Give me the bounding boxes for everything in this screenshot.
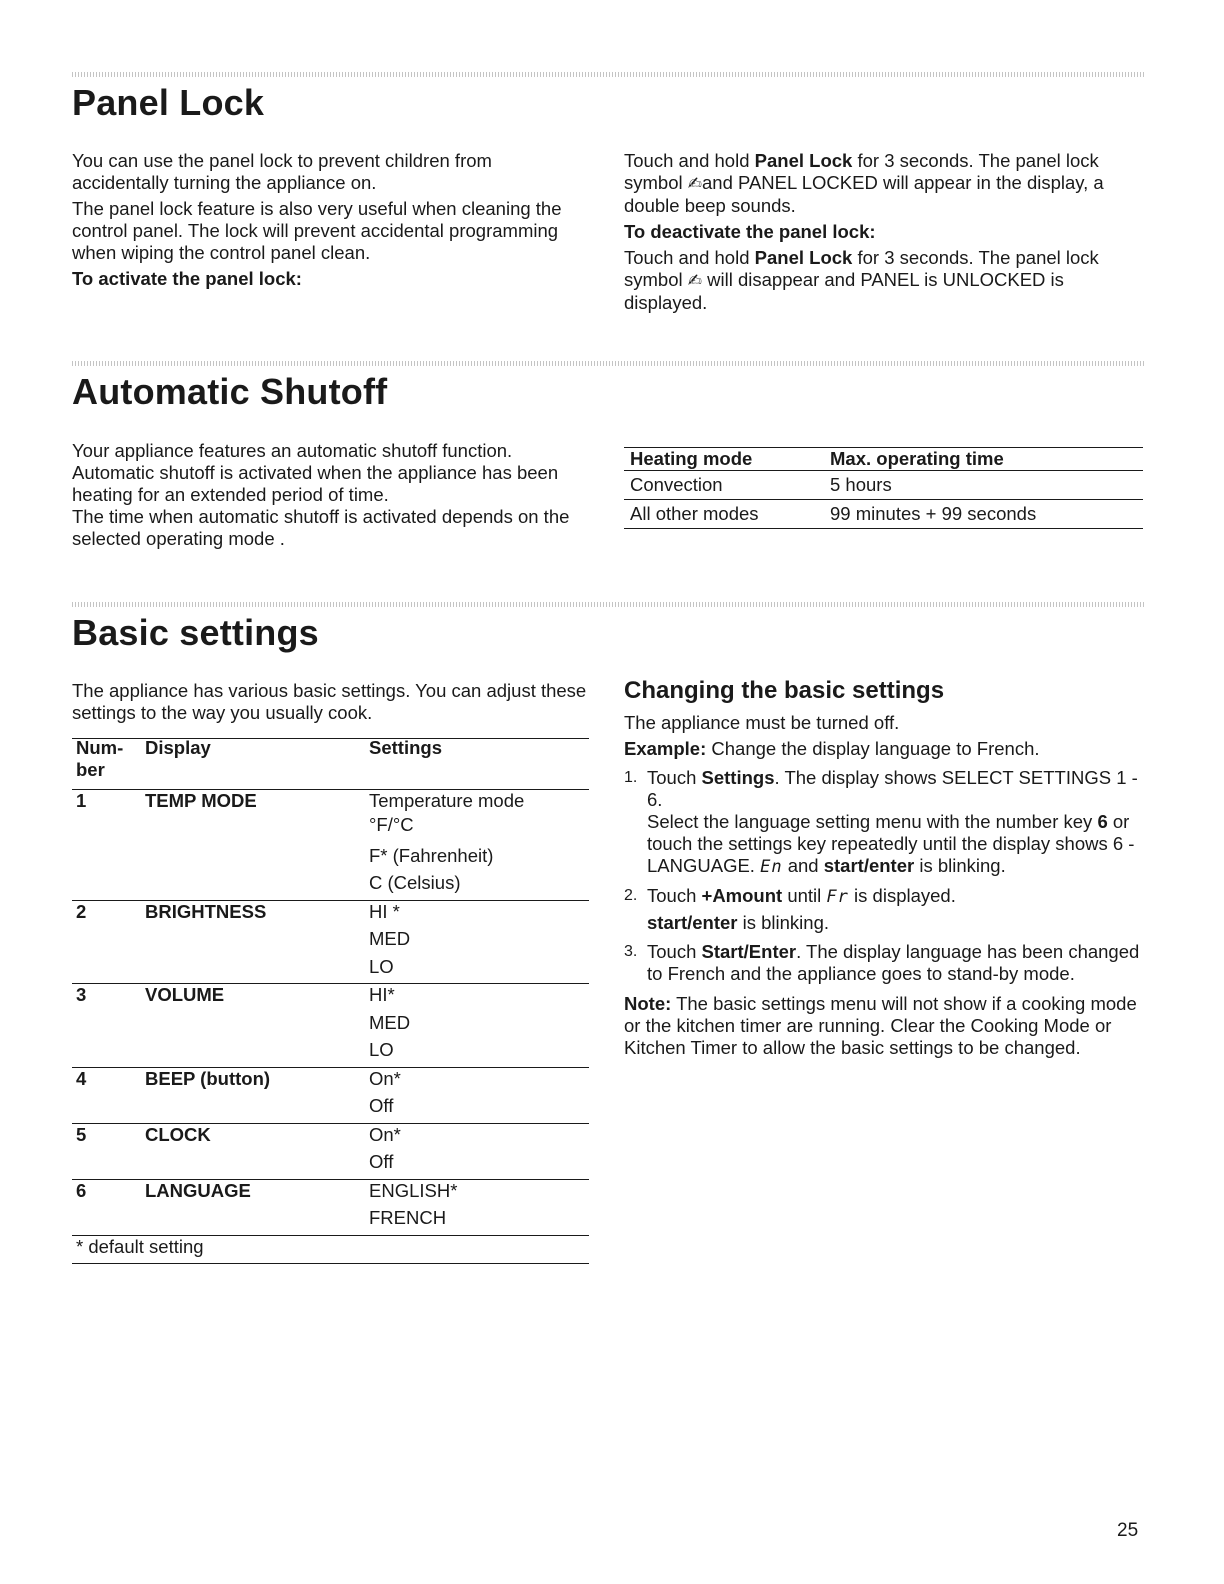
setting-options [369, 1121, 589, 1176]
step-number: 2. [624, 887, 638, 904]
table-footnote-row [72, 1236, 589, 1264]
panel-lock-right-column [624, 150, 1144, 314]
setting-option: On* [369, 1067, 401, 1089]
basic-settings-intro: The appliance has various basic settings. You can adjust these settings to the way you usually cook. [72, 680, 587, 723]
setting-option: C (Celsius) [369, 872, 461, 893]
activate-instructions: Touch and hold Panel Lock for 3 seconds. The panel lock symbol ✍and PANEL LOCKED will appear in the display, a double beep sounds. [624, 150, 1104, 216]
shutoff-intro: Your appliance features an automatic shutoff function. Automatic shutoff is activated when the appliance has been heating for an extended period of time. [72, 440, 559, 505]
table-row [72, 901, 589, 985]
step-number: 1. [624, 769, 638, 786]
table-row [72, 790, 589, 901]
setting-option: MED [369, 1011, 411, 1033]
basic-settings-title: Basic settings [72, 612, 319, 653]
column-header-settings: Settings [369, 737, 442, 758]
section-divider [72, 361, 1144, 366]
setting-option: Off [369, 1151, 394, 1172]
setting-options [369, 1177, 589, 1232]
setting-option: F* (Fahrenheit) [369, 844, 494, 866]
panel-lock-icon: ✍ [687, 271, 702, 290]
setting-display-name: VOLUME [145, 984, 225, 1005]
setting-option: Off [369, 1095, 394, 1116]
automatic-shutoff-title: Automatic Shutoff [72, 371, 388, 412]
table-row [72, 1068, 589, 1124]
setting-options [369, 1065, 589, 1120]
changing-settings-column [624, 712, 1144, 1059]
panel-lock-icon: ✍ [687, 174, 702, 193]
max-time-cell: 99 minutes + 99 seconds [830, 503, 1037, 524]
shutoff-depends: The time when automatic shutoff is activated depends on the selected operating mode . [72, 506, 570, 549]
table-row [72, 1124, 589, 1180]
setting-number: 5 [76, 1123, 87, 1145]
steps-list [624, 767, 1144, 985]
display-code-en: En [760, 857, 783, 877]
setting-option: HI * [369, 900, 400, 922]
note-text: Note: The basic settings menu will not show if a cooking mode or the kitchen timer are running. Clear the Cooking Mode or Kitchen Timer to allow the basic settings to be changed. [624, 993, 1137, 1058]
deactivate-heading: To deactivate the panel lock: [624, 221, 876, 242]
setting-number: 6 [76, 1179, 87, 1201]
list-item: 2. Touch +Amount until Fr is displayed. start/enter is blinking. [624, 885, 956, 933]
panel-lock-title: Panel Lock [72, 82, 265, 123]
shutoff-table [624, 447, 1143, 529]
list-item: 1. Touch Settings. The display shows SELECT SETTINGS 1 - 6. Select the language setting menu with the number key 6 or touch the settings key repeatedly until the display shows 6 - LANGUAGE. En and start/enter is blinking. [624, 767, 1138, 877]
table-row [72, 1180, 589, 1236]
setting-option: LO [369, 955, 394, 977]
turned-off-text: The appliance must be turned off. [624, 712, 900, 733]
settings-table-header [72, 738, 589, 790]
setting-option: Temperature mode [369, 790, 525, 811]
step-number: 3. [624, 943, 638, 960]
section-divider [72, 602, 1144, 607]
setting-option: FRENCH [369, 1207, 447, 1228]
table-row [72, 984, 589, 1068]
column-header-max-time: Max. operating time [830, 448, 1004, 469]
setting-option: HI* [369, 984, 395, 1005]
display-code-fr: Fr [826, 887, 849, 907]
setting-options [369, 787, 589, 897]
setting-option: On* [369, 1123, 401, 1145]
setting-option: MED [369, 928, 411, 949]
panel-lock-intro: You can use the panel lock to prevent children from accidentally turning the appliance on. [72, 150, 492, 193]
setting-display-name: LANGUAGE [145, 1179, 251, 1201]
section-divider [72, 72, 1144, 77]
setting-number: 2 [76, 900, 87, 922]
heating-mode-cell: All other modes [630, 503, 759, 524]
panel-lock-cleaning-text: The panel lock feature is also very useful when cleaning the control panel. The lock will prevent accidental programming when wiping the control panel clean. [72, 198, 562, 263]
basic-settings-intro-block [72, 680, 592, 724]
shutoff-text-column [72, 440, 592, 550]
example-text: Example: Change the display language to French. [624, 738, 1040, 759]
setting-display-name: CLOCK [145, 1123, 211, 1145]
setting-option: °F/°C [369, 813, 414, 835]
setting-option: LO [369, 1039, 394, 1060]
table-row [624, 471, 1143, 500]
page-number: 25 [1117, 1520, 1139, 1541]
setting-number: 4 [76, 1067, 87, 1089]
setting-number: 3 [76, 984, 87, 1005]
activate-heading: To activate the panel lock: [72, 268, 302, 289]
setting-display-name: BEEP (button) [145, 1067, 271, 1089]
default-setting-footnote: * default setting [76, 1235, 204, 1257]
column-header-heating-mode: Heating mode [630, 448, 753, 469]
setting-display-name: BRIGHTNESS [145, 900, 267, 922]
setting-options [369, 898, 589, 981]
changing-settings-title: Changing the basic settings [624, 677, 945, 704]
setting-options [369, 981, 589, 1064]
deactivate-instructions: Touch and hold Panel Lock for 3 seconds. The panel lock symbol ✍ will disappear and PANEL is UNLOCKED is displayed. [624, 247, 1099, 313]
table-row [624, 500, 1143, 529]
panel-lock-left-column [72, 150, 587, 290]
setting-display-name: TEMP MODE [145, 790, 257, 811]
column-header-number: Num- ber [76, 737, 124, 780]
setting-number: 1 [76, 790, 87, 811]
column-header-display: Display [145, 737, 211, 758]
list-item: 3. Touch Start/Enter. The display language has been changed to French and the appliance goes to stand-by mode. [624, 941, 1140, 984]
setting-option: ENGLISH* [369, 1179, 458, 1201]
shutoff-table-header [624, 447, 1143, 471]
basic-settings-table [72, 738, 589, 1264]
max-time-cell: 5 hours [830, 474, 892, 495]
heating-mode-cell: Convection [630, 474, 723, 495]
